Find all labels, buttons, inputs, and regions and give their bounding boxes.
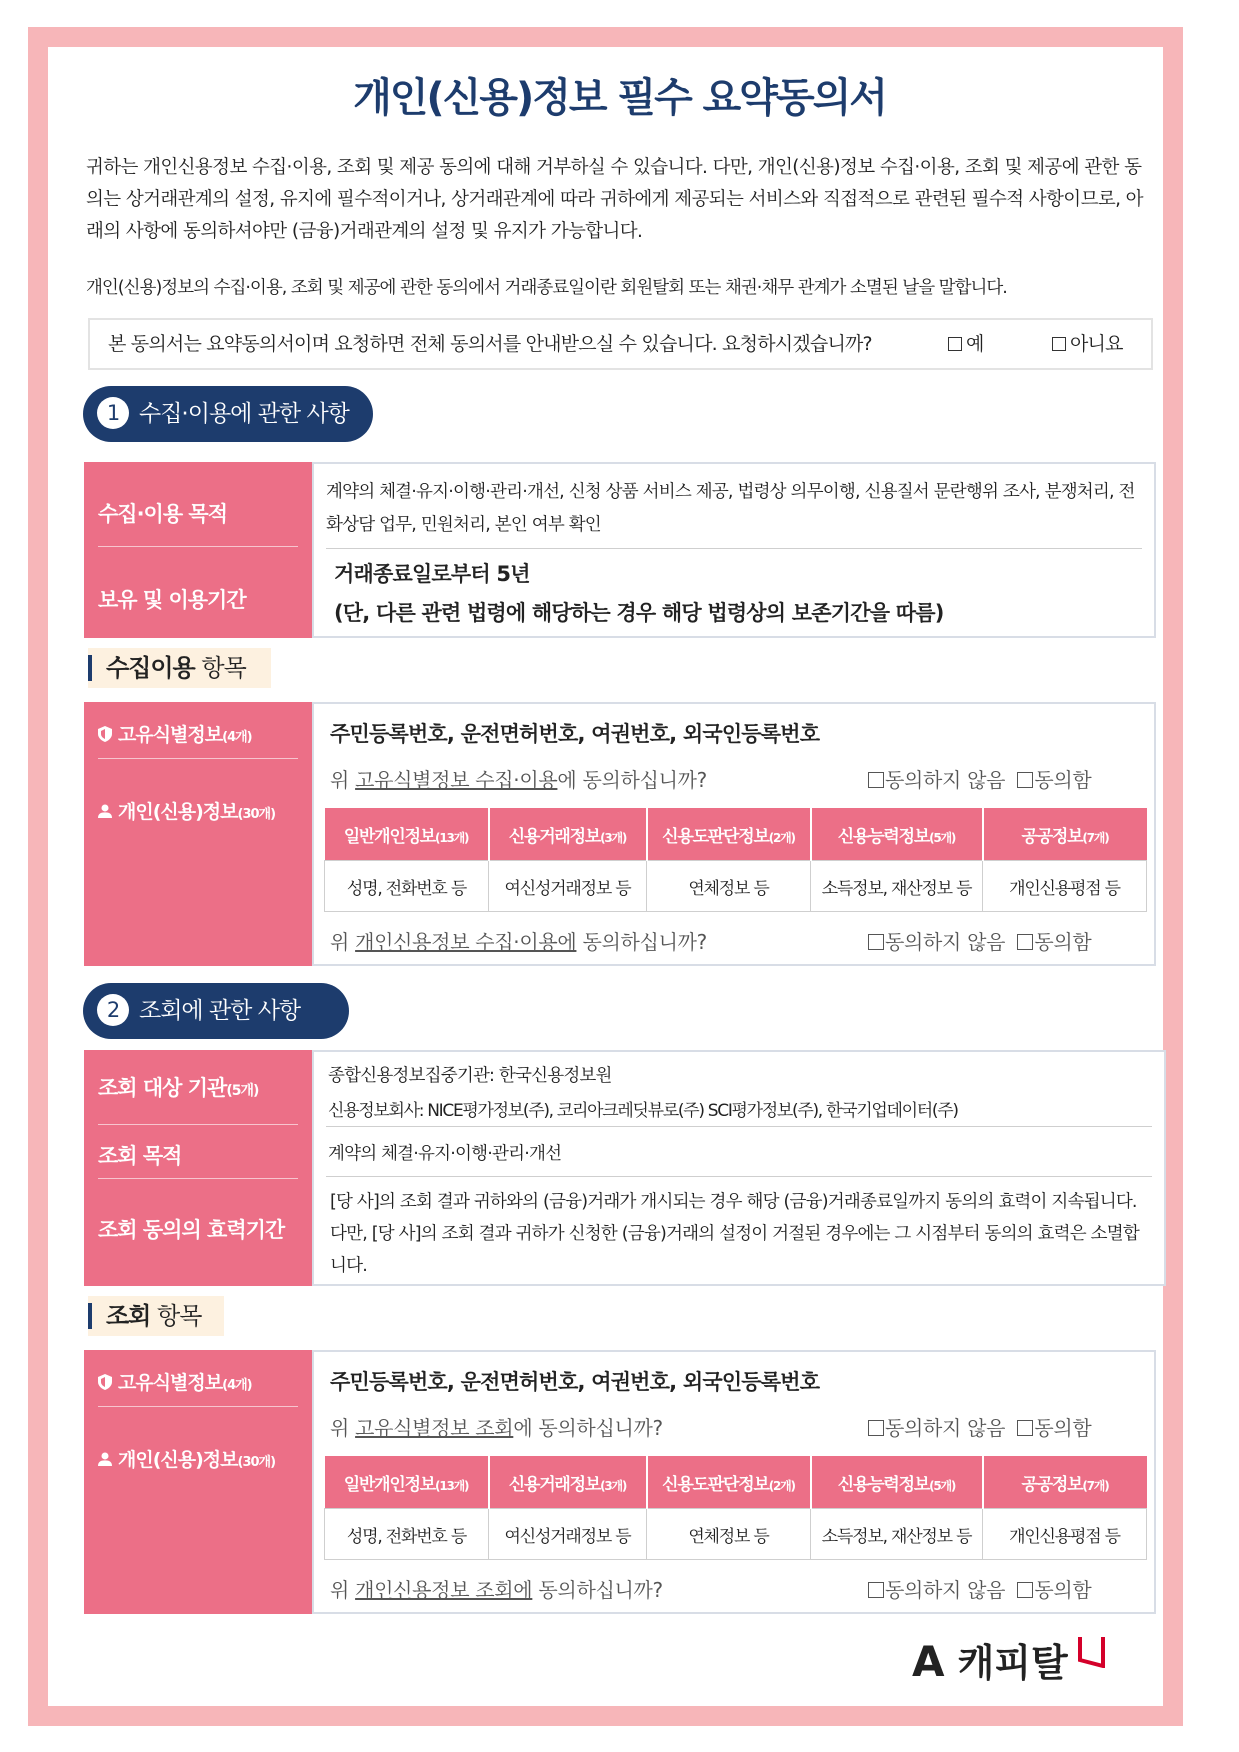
retention-label: 보유 및 이용기간	[98, 588, 246, 612]
agree-option[interactable]: 동의함	[1017, 1578, 1091, 1602]
category-header: 신용능력정보(5개)	[811, 808, 983, 861]
category-value: 소득정보, 재산정보 등	[811, 861, 983, 912]
category-header: 신용거래정보(3개)	[489, 1456, 647, 1509]
category-header: 신용도판단정보(2개)	[647, 808, 811, 861]
effect-period-label: 조회 동의의 효력기간	[98, 1218, 285, 1242]
category-table	[324, 808, 1147, 912]
question-personal: 위 개인신용정보 조회에 동의하십니까?	[330, 1578, 663, 1602]
section1-label-column	[84, 462, 312, 638]
section1-content-box	[312, 462, 1156, 638]
agree-checkbox[interactable]	[1017, 772, 1033, 788]
divider	[326, 1176, 1152, 1177]
category-value: 성명, 전화번호 등	[325, 1509, 489, 1560]
divider	[98, 1178, 298, 1179]
request-box	[88, 318, 1153, 370]
section1-items-labels	[84, 702, 312, 966]
disagree-checkbox[interactable]	[868, 934, 884, 950]
disagree-checkbox[interactable]	[868, 772, 884, 788]
intro-paragraph: 귀하는 개인신용정보 수집·이용, 조회 및 제공 동의에 대해 거부하실 수 있습니다. 다만, 개인(신용)정보 수집·이용, 조회 및 제공에 관한 동의는 상거래관계의 설정, 유지에 필수적이거나, 상거래관계에 따라 귀하에게 제공되는 서비스와 직접적으로 관련된 필수적 사항이므로, 아래의 사항에 동의하셔야만 (금융)거래관계의 설정 및 유지가 가능합니다.	[86, 157, 1143, 242]
tag-bar	[88, 1303, 92, 1329]
agree-checkbox[interactable]	[1017, 1582, 1033, 1598]
unique-items: 주민등록번호, 운전면허번호, 여권번호, 외국인등록번호	[330, 1370, 820, 1394]
section2-heading	[83, 983, 349, 1039]
section1-heading	[83, 386, 373, 442]
yes-checkbox[interactable]	[948, 337, 962, 351]
items-tag-bold: 조회	[106, 1302, 151, 1330]
disagree-option[interactable]: 동의하지 않음	[868, 1578, 1005, 1602]
consent-options-personal	[868, 1574, 1091, 1603]
items-tag-rest: 항목	[201, 654, 246, 682]
divider	[326, 548, 1142, 549]
agency-label: 조회 대상 기관(5개)	[98, 1076, 259, 1100]
purpose-text: 계약의 체결·유지·이행·관리·개선, 신청 상품 서비스 제공, 법령상 의무이행, 신용질서 문란행위 조사, 분쟁처리, 전화상담 업무, 민원처리, 본인 여부 확인	[326, 482, 1135, 535]
query-purpose-label: 조회 목적	[98, 1144, 182, 1168]
category-value: 개인신용평점 등	[983, 861, 1147, 912]
unique-info-label: 고유식별정보(4개)	[98, 1368, 298, 1395]
query-purpose-text: 계약의 체결·유지·이행·관리·개선	[328, 1144, 562, 1164]
section2-items-tag	[88, 1296, 224, 1336]
section1-number: 1	[97, 397, 129, 429]
effect-period-text: [당 사]의 조회 결과 귀하와의 (금융)거래가 개시되는 경우 해당 (금융)거래종료일까지 동의의 효력이 지속됩니다. 다만, [당 사]의 조회 결과 귀하가 신청한 (금융)거래의 설정이 거절된 경우에는 그 시점부터 동의의 효력은 소멸합니다.	[330, 1192, 1139, 1276]
section1-items-tag	[88, 648, 271, 688]
category-value-row	[325, 861, 1147, 912]
personal-info-label: 개인(신용)정보(30개)	[98, 797, 298, 824]
question-personal: 위 개인신용정보 수집·이용에 동의하십니까?	[330, 930, 707, 954]
section1-title: 수집·이용에 관한 사항	[139, 401, 349, 427]
section2-title: 조회에 관한 사항	[139, 998, 301, 1024]
divider	[98, 1406, 298, 1407]
agency-line2: 신용정보회사: NICE평가정보(주), 코리아크레딧뷰로(주) SCI평가정보(주), 한국기업데이터(주)	[328, 1101, 958, 1121]
disagree-option[interactable]: 동의하지 않음	[868, 930, 1005, 954]
category-value: 소득정보, 재산정보 등	[811, 1509, 983, 1560]
request-text: 본 동의서는 요약동의서이며 요청하면 전체 동의서를 안내받으실 수 있습니다. 요청하시겠습니까?	[108, 333, 872, 355]
section2-number: 2	[97, 994, 129, 1026]
section2-content-box	[312, 1050, 1166, 1286]
personal-info-label: 개인(신용)정보(30개)	[98, 1445, 298, 1472]
category-value: 연체정보 등	[647, 1509, 811, 1560]
category-header: 일반개인정보(13개)	[325, 1456, 489, 1509]
consent-options-unique	[868, 764, 1091, 793]
question-unique: 위 고유식별정보 수집·이용에 동의하십니까?	[330, 768, 707, 792]
disagree-checkbox[interactable]	[868, 1420, 884, 1436]
company-logo	[912, 1632, 1107, 1688]
person-icon	[98, 803, 112, 819]
note-paragraph: 개인(신용)정보의 수집·이용, 조회 및 제공에 관한 동의에서 거래종료일이란 회원탈회 또는 채권·채무 관계가 소멸된 날을 말합니다.	[86, 278, 1007, 298]
consent-options-unique	[868, 1412, 1091, 1441]
retention-line2: (단, 다른 관련 법령에 해당하는 경우 해당 법령상의 보존기간을 따름)	[334, 601, 944, 625]
category-value-row	[325, 1509, 1147, 1560]
category-value: 여신성거래정보 등	[489, 1509, 647, 1560]
category-header-row	[325, 1456, 1147, 1509]
agency-line1: 종합신용정보집중기관: 한국신용정보원	[328, 1066, 612, 1086]
category-value: 성명, 전화번호 등	[325, 861, 489, 912]
category-value: 여신성거래정보 등	[489, 861, 647, 912]
agree-option[interactable]: 동의함	[1017, 768, 1091, 792]
unique-items: 주민등록번호, 운전면허번호, 여권번호, 외국인등록번호	[330, 722, 820, 746]
section2-label-column	[84, 1050, 312, 1286]
agree-checkbox[interactable]	[1017, 934, 1033, 950]
shield-icon	[98, 1374, 112, 1390]
disagree-checkbox[interactable]	[868, 1582, 884, 1598]
divider	[98, 1124, 298, 1125]
agree-checkbox[interactable]	[1017, 1420, 1033, 1436]
tag-bar	[88, 655, 92, 681]
category-value: 개인신용평점 등	[983, 1509, 1147, 1560]
category-header: 신용도판단정보(2개)	[647, 1456, 811, 1509]
category-header: 공공정보(7개)	[983, 1456, 1147, 1509]
page-title: 개인(신용)정보 필수 요약동의서	[353, 75, 886, 121]
items-tag-bold: 수집이용	[106, 654, 195, 682]
question-unique: 위 고유식별정보 조회에 동의하십니까?	[330, 1416, 663, 1440]
category-header: 신용거래정보(3개)	[489, 808, 647, 861]
agree-option[interactable]: 동의함	[1017, 1416, 1091, 1440]
disagree-option[interactable]: 동의하지 않음	[868, 768, 1005, 792]
shield-icon	[98, 726, 112, 742]
category-value: 연체정보 등	[647, 861, 811, 912]
logo-letter: A	[912, 1637, 945, 1686]
section1-items-box	[312, 702, 1156, 966]
divider	[98, 546, 298, 547]
no-label: 아니요	[1070, 333, 1123, 355]
category-header: 공공정보(7개)	[983, 808, 1147, 861]
divider	[98, 758, 298, 759]
category-header-row	[325, 808, 1147, 861]
request-no-option[interactable]	[1052, 320, 1123, 368]
request-yes-option[interactable]	[948, 320, 984, 368]
person-icon	[98, 1451, 112, 1467]
purpose-label: 수집·이용 목적	[98, 502, 228, 526]
category-table	[324, 1456, 1147, 1560]
logo-mark-icon	[1077, 1634, 1107, 1668]
category-header: 일반개인정보(13개)	[325, 808, 489, 861]
divider	[326, 1126, 1152, 1127]
unique-info-label: 고유식별정보(4개)	[98, 720, 298, 747]
logo-text: 캐피탈	[957, 1641, 1068, 1685]
category-header: 신용능력정보(5개)	[811, 1456, 983, 1509]
section2-items-labels	[84, 1350, 312, 1614]
consent-options-personal	[868, 926, 1091, 955]
agree-option[interactable]: 동의함	[1017, 930, 1091, 954]
items-tag-rest: 항목	[157, 1302, 202, 1330]
no-checkbox[interactable]	[1052, 337, 1066, 351]
section2-items-box	[312, 1350, 1156, 1614]
disagree-option[interactable]: 동의하지 않음	[868, 1416, 1005, 1440]
yes-label: 예	[966, 333, 984, 355]
retention-line1: 거래종료일로부터 5년	[334, 562, 530, 586]
